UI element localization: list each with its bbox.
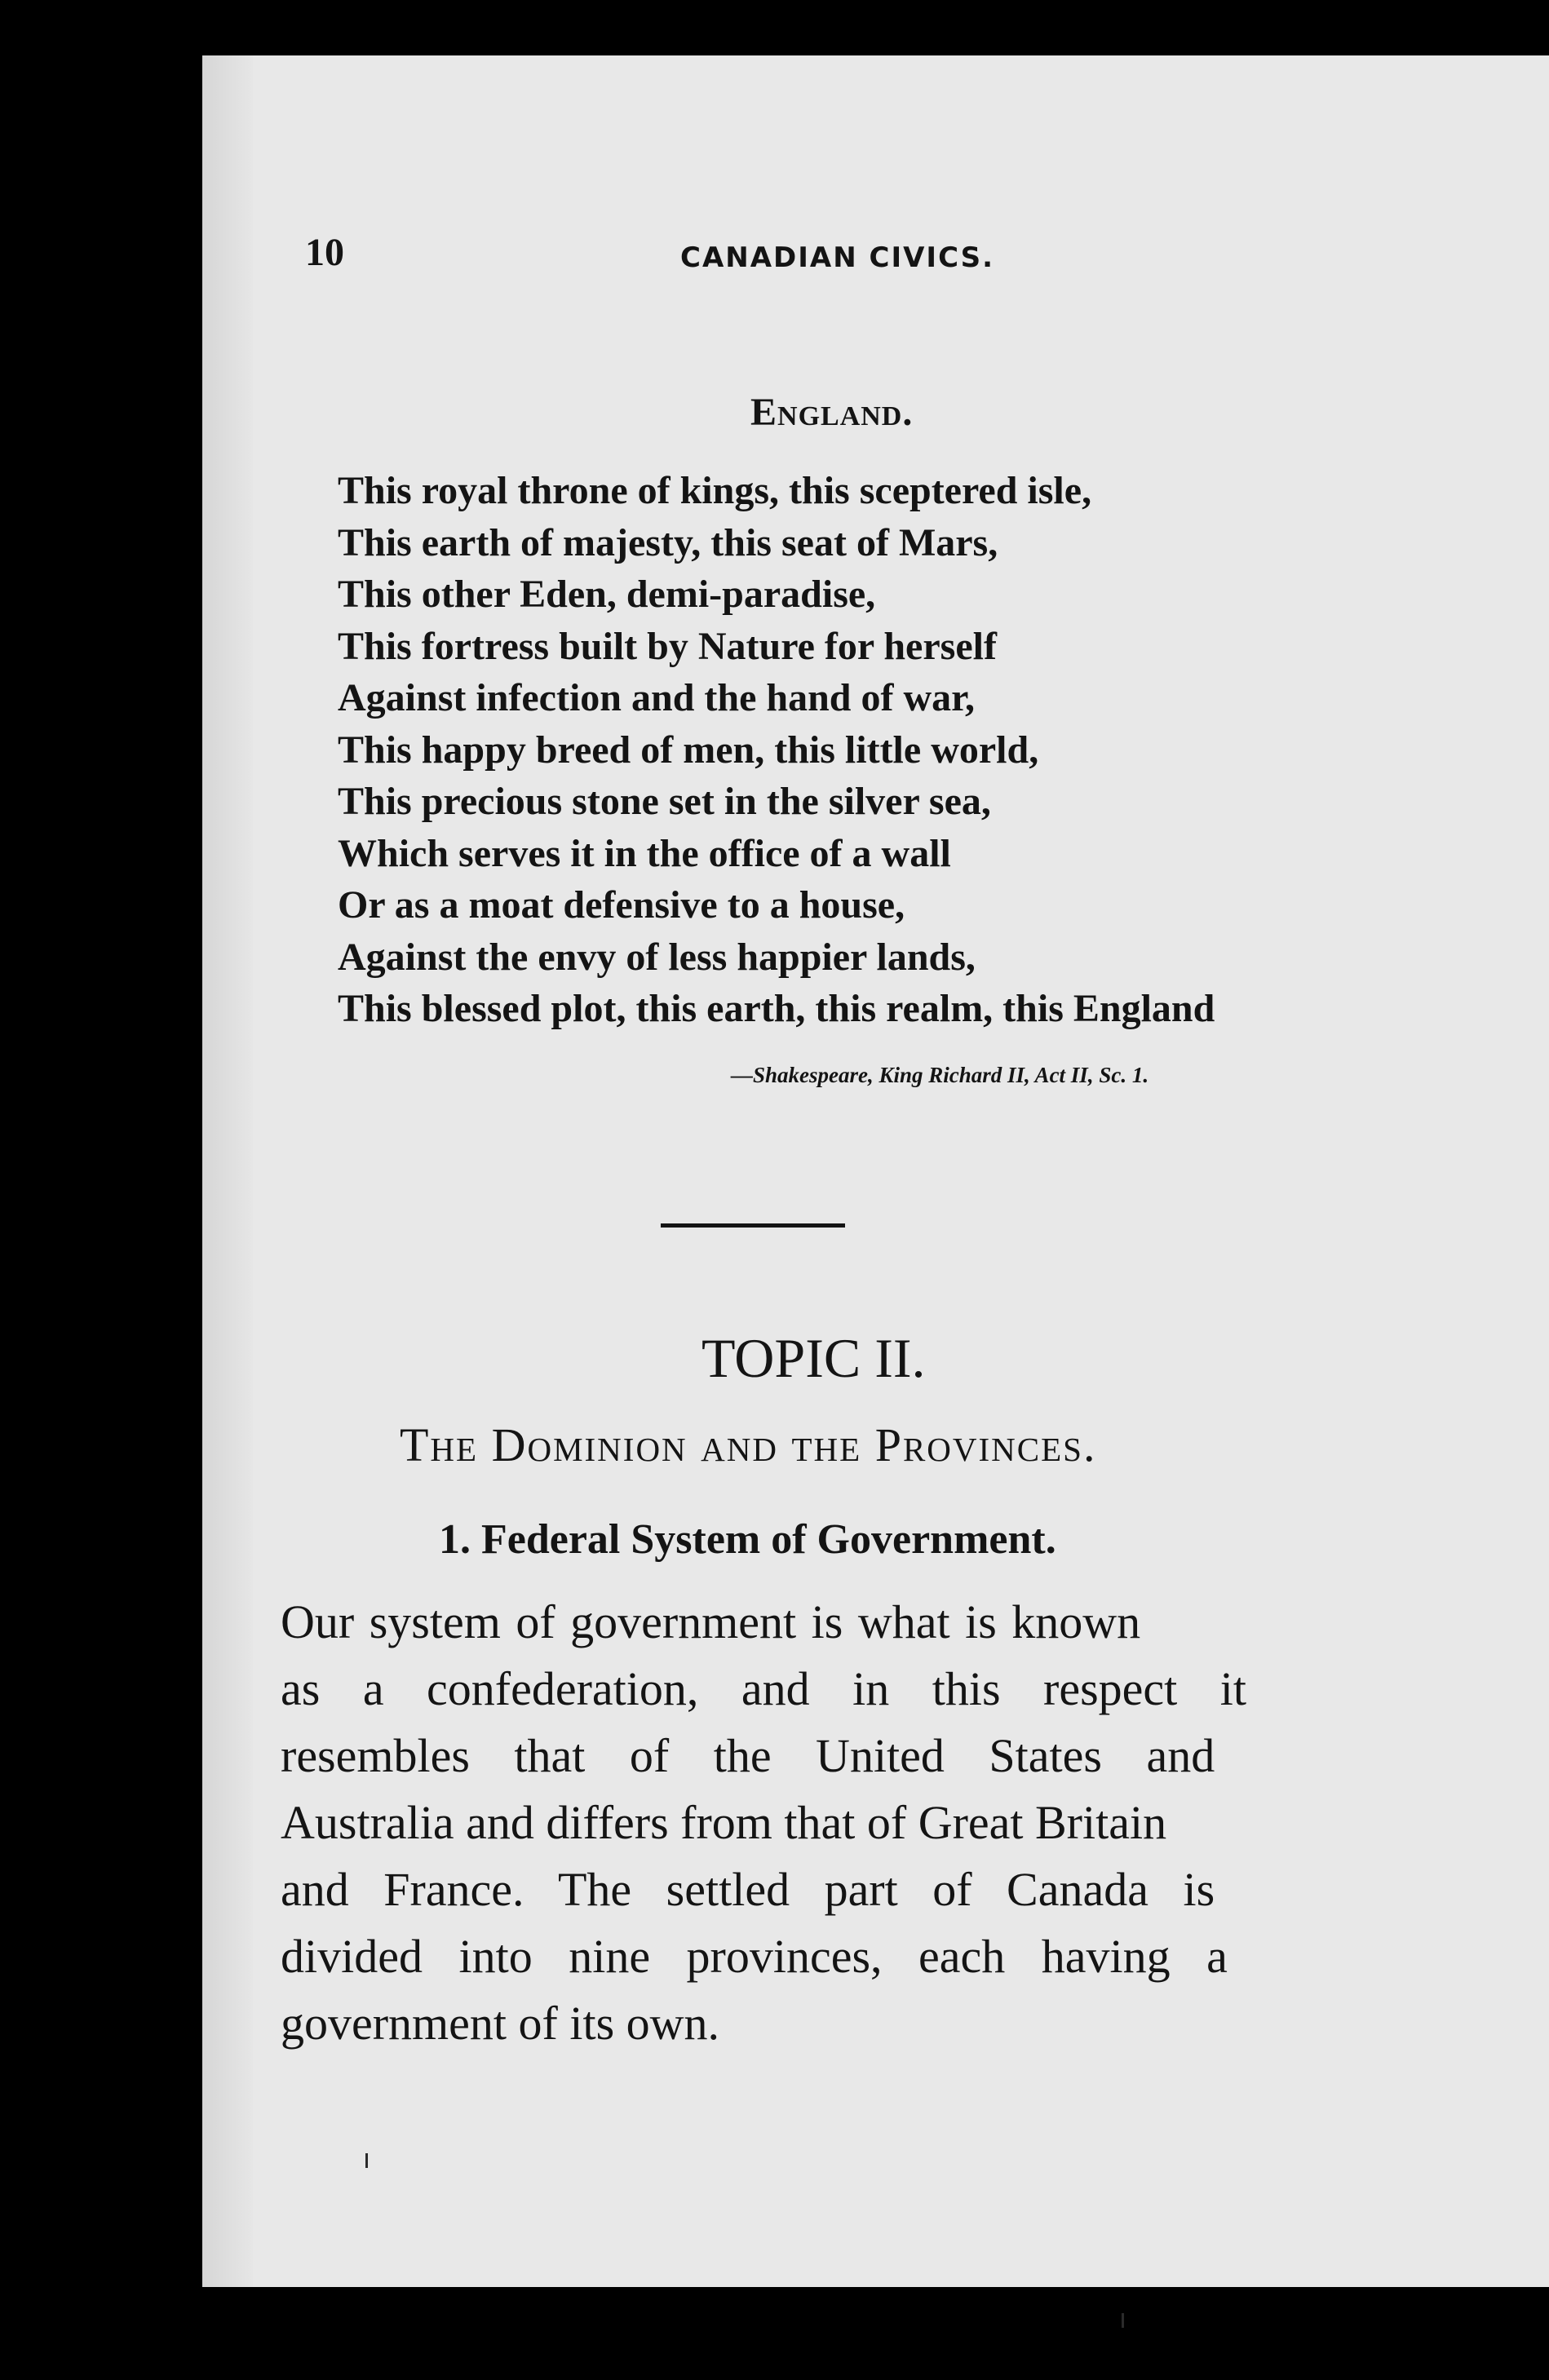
poem-line: This fortress built by Nature for herself (338, 624, 997, 668)
poem-attribution: —Shakespeare, King Richard II, Act II, Sc. 1. (731, 1063, 1149, 1087)
paragraph-line: resembles that of the United States and (281, 1729, 1215, 1782)
running-title: CANADIAN CIVICS. (680, 241, 995, 274)
poem-line: This happy breed of men, this little world, (338, 728, 1039, 772)
poem-line: Against the envy of less happier lands, (338, 935, 976, 979)
poem-line: This precious stone set in the silver sea, (338, 780, 991, 823)
scan-speck (1122, 2313, 1124, 2328)
paragraph-line: government of its own. (281, 1997, 720, 2050)
scan-speck (365, 2153, 368, 2168)
paragraph-line: divided into nine provinces, each having a (281, 1930, 1228, 1983)
section-heading: 1. Federal System of Government. (439, 1516, 1056, 1563)
poem-line: This earth of majesty, this seat of Mars, (338, 520, 998, 564)
page-binding-edge (202, 55, 253, 2287)
page-number: 10 (305, 231, 344, 274)
poem-heading: England. (750, 391, 914, 434)
paragraph-line: and France. The settled part of Canada is (281, 1863, 1215, 1916)
poem-line: This royal throne of kings, this sceptered isle, (338, 469, 1092, 512)
poem-line: This other Eden, demi-paradise, (338, 573, 876, 616)
poem-line: Or as a moat defensive to a house, (338, 883, 905, 927)
section-divider (661, 1223, 845, 1228)
paragraph-line: as a confederation, and in this respect it (281, 1662, 1247, 1715)
topic-title: TOPIC II. (701, 1327, 926, 1389)
poem-line: Against infection and the hand of war, (338, 676, 976, 719)
paragraph-line: Our system of government is what is known (281, 1595, 1141, 1648)
poem-block (338, 465, 1215, 1035)
poem-line: Which serves it in the office of a wall (338, 831, 951, 875)
paragraph-line: Australia and differs from that of Great Britain (281, 1796, 1167, 1849)
topic-subtitle: The Dominion and the Provinces. (400, 1418, 1097, 1471)
body-paragraph (281, 1589, 1246, 2057)
poem-line: This blessed plot, this earth, this realm, this England (338, 987, 1215, 1030)
